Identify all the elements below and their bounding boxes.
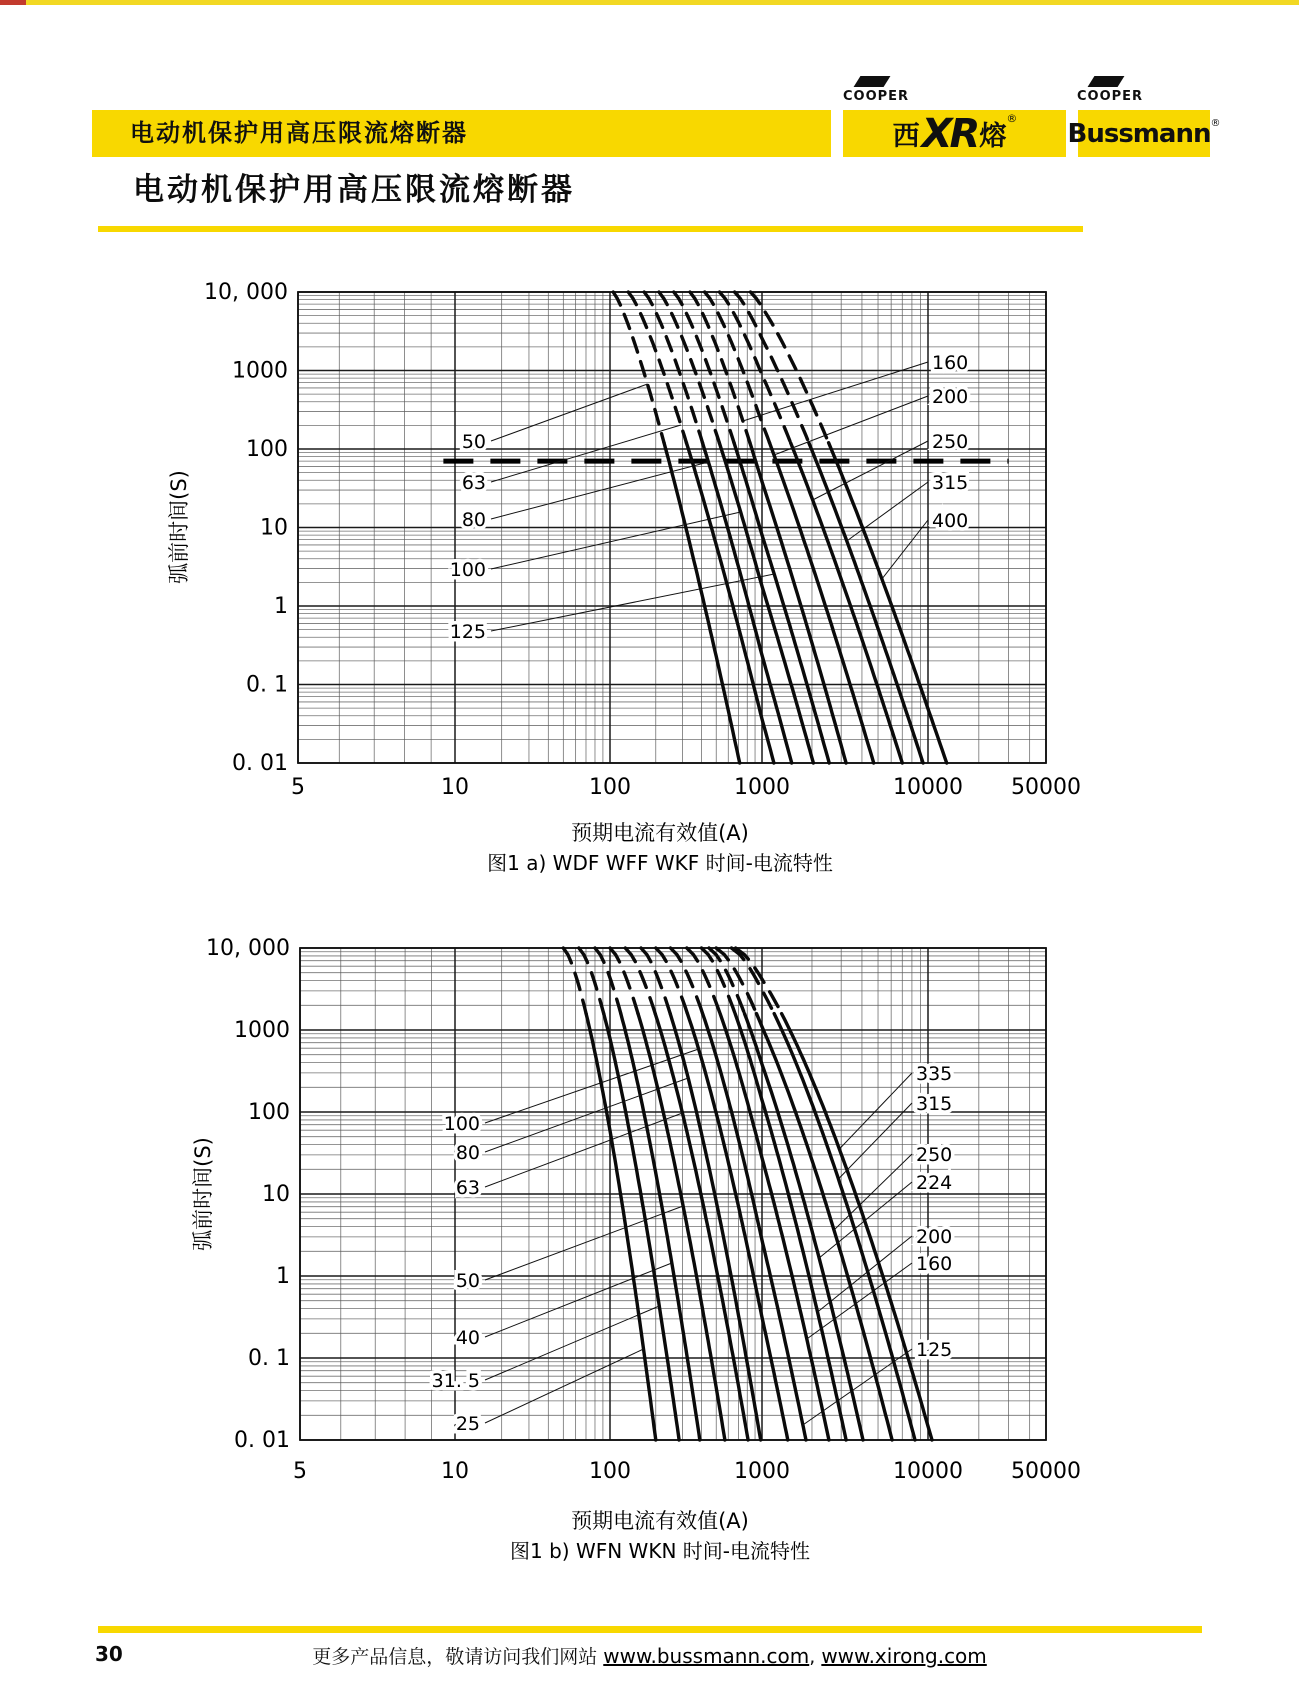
title-rule [98, 226, 1083, 232]
series-label-50: 50 [455, 1270, 480, 1292]
x-tick-label: 10000 [893, 775, 963, 800]
leader-31.5 [485, 1306, 659, 1380]
series-label-25: 25 [455, 1413, 480, 1435]
x-tick-label: 10 [441, 1459, 469, 1484]
figure-caption: 图1 a) WDF WFF WKF 时间-电流特性 [487, 851, 833, 875]
cooper-flag-icon [1088, 76, 1125, 87]
leader-40 [485, 1263, 672, 1337]
header-divider [831, 108, 843, 159]
x-tick-label: 10 [441, 775, 469, 800]
y-tick-label: 0. 01 [232, 751, 288, 776]
series-label-50: 50 [461, 431, 486, 453]
y-tick-label: 1000 [232, 358, 288, 384]
footer-rule [98, 1626, 1202, 1633]
y-tick-label: 0. 1 [246, 672, 288, 698]
scan-artifact-chip [0, 0, 26, 5]
registered-mark: ® [1006, 112, 1018, 125]
series-label-250: 250 [916, 1144, 953, 1166]
y-tick-label: 0. 01 [234, 1428, 290, 1453]
xirong-prefix: 西 [892, 121, 920, 152]
series-label-80: 80 [461, 509, 486, 531]
xirong-logo [850, 110, 1060, 157]
curve-100A-dashed [659, 292, 719, 443]
leader-50 [491, 384, 647, 441]
series-label-160: 160 [916, 1253, 953, 1275]
leader-315 [847, 482, 928, 541]
series-label-224: 224 [916, 1172, 953, 1194]
series-label-160: 160 [932, 352, 969, 374]
series-label-125: 125 [916, 1339, 953, 1361]
series-label-125: 125 [449, 621, 486, 643]
series-label-63: 63 [461, 472, 486, 494]
x-tick-label: 50000 [1011, 1459, 1081, 1484]
y-tick-label: 10 [262, 1182, 290, 1207]
series-label-80: 80 [455, 1142, 480, 1164]
leader-25 [485, 1349, 644, 1423]
series-label-315: 315 [932, 472, 969, 494]
y-tick-label: 10 [260, 515, 288, 541]
xirong-link[interactable]: www.xirong.com [821, 1644, 987, 1668]
cooper-label: COOPER [843, 89, 910, 104]
x-tick-label: 100 [589, 1459, 631, 1484]
series-label-315: 315 [916, 1093, 953, 1115]
bussmann-logo [1067, 110, 1221, 157]
series-label-200: 200 [916, 1226, 953, 1248]
series-label-63: 63 [455, 1177, 480, 1199]
x-tick-label: 10000 [893, 1459, 963, 1484]
y-tick-label: 100 [248, 1100, 290, 1125]
x-tick-label: 5 [291, 775, 305, 800]
cooper-logo [843, 76, 963, 104]
y-axis-title: 弧前时间(S) [167, 470, 191, 584]
x-axis-title: 预期电流有效值(A) [571, 1509, 749, 1533]
bussmann-link[interactable]: www.bussmann.com [603, 1644, 810, 1668]
series-label-250: 250 [932, 431, 969, 453]
leader-335 [839, 1073, 912, 1149]
cooper-flag-icon [854, 76, 891, 87]
y-tick-label: 10, 000 [204, 280, 288, 305]
x-tick-label: 100 [589, 775, 631, 800]
chart-wdf-wff-wkf [130, 250, 1140, 890]
series-label-100: 100 [443, 1113, 480, 1135]
leader-100 [491, 512, 741, 569]
curve-200A [770, 443, 874, 763]
y-tick-label: 1000 [234, 1018, 290, 1043]
y-axis-title: 弧前时间(S) [191, 1137, 215, 1251]
cooper-logo [1077, 76, 1197, 104]
series-label-40: 40 [455, 1327, 480, 1349]
chart-wfn-wkn [130, 900, 1140, 1590]
footer-separator: , [809, 1646, 822, 1668]
leader-400 [882, 520, 928, 579]
xirong-suffix: 熔 [979, 121, 1007, 152]
y-tick-label: 100 [246, 437, 288, 462]
series-label-400: 400 [932, 510, 969, 532]
x-tick-label: 5 [293, 1459, 307, 1484]
footer-info: 更多产品信息，敬请访问我们网站 [312, 1646, 604, 1668]
cooper-label: COOPER [1077, 89, 1144, 104]
series-label-200: 200 [932, 386, 969, 408]
series-label-335: 335 [916, 1063, 953, 1085]
x-tick-label: 1000 [734, 1459, 790, 1484]
page-title: 电动机保护用高压限流熔断器 [133, 172, 575, 208]
x-tick-label: 50000 [1011, 775, 1081, 800]
xirong-mark-icon: XR [921, 110, 978, 157]
x-tick-label: 1000 [734, 775, 790, 800]
series-label-100: 100 [449, 559, 486, 581]
y-tick-label: 0. 1 [248, 1346, 290, 1371]
leader-315 [838, 1103, 912, 1179]
header-product-line: 电动机保护用高压限流熔断器 [130, 119, 468, 147]
bussmann-wordmark: Bussmann [1067, 118, 1211, 149]
footer-text [0, 1642, 1299, 1669]
y-tick-label: 10, 000 [206, 936, 290, 961]
y-tick-label: 1 [274, 594, 288, 619]
page-number: 30 [95, 1642, 123, 1666]
x-axis-title: 预期电流有效值(A) [571, 821, 749, 845]
registered-mark: ® [1210, 118, 1221, 129]
series-label-31.5: 31. 5 [431, 1370, 480, 1392]
figure-caption: 图1 b) WFN WKN 时间-电流特性 [510, 1539, 810, 1563]
leader-80 [485, 1078, 688, 1152]
y-tick-label: 1 [276, 1264, 290, 1289]
scan-artifact-top [0, 0, 1299, 5]
